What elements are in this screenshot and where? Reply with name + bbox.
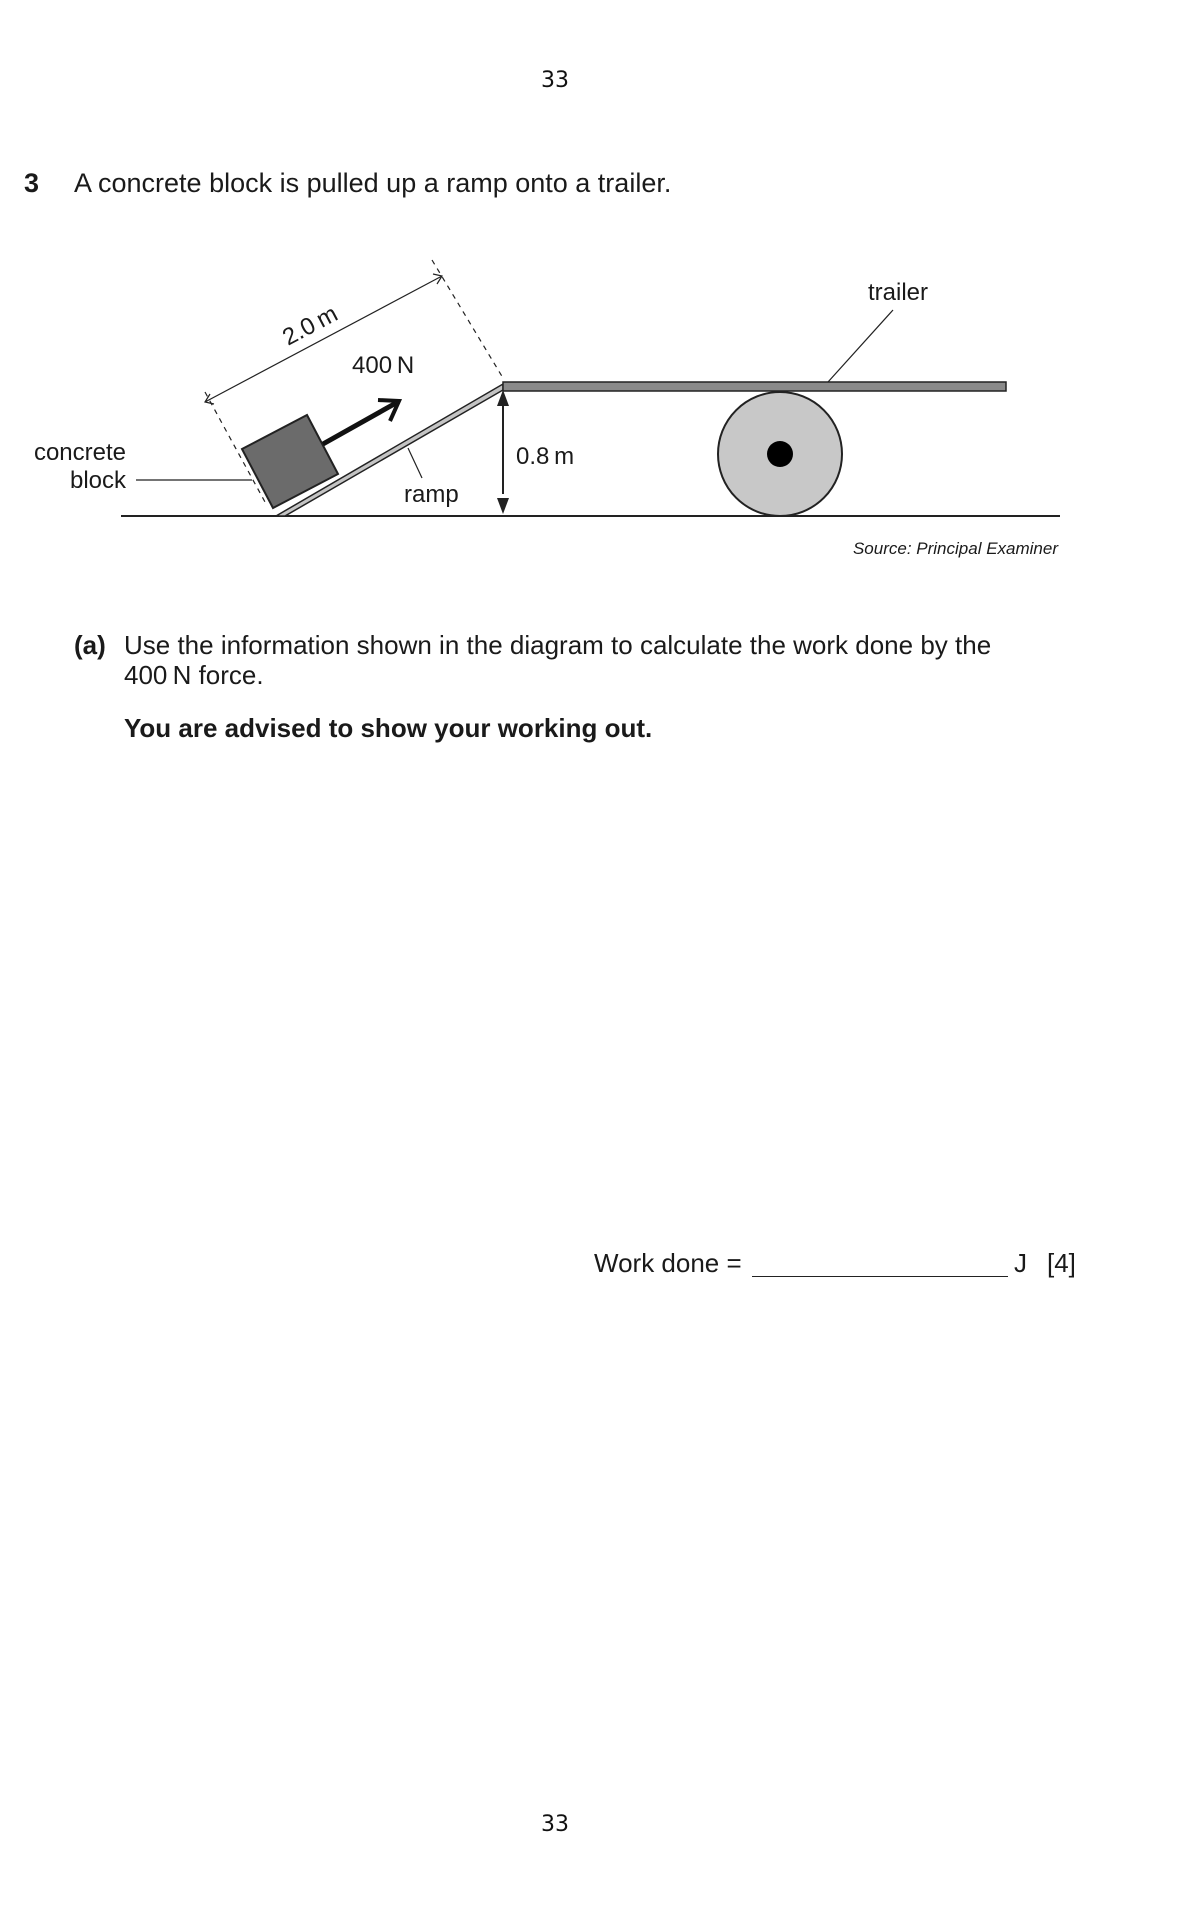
trailer-bed bbox=[503, 382, 1006, 391]
height-arrow-head-down bbox=[497, 498, 509, 514]
force-label: 400 N bbox=[352, 352, 415, 379]
question-number: 3 bbox=[24, 168, 40, 198]
answer-marks: [4] bbox=[1047, 1248, 1076, 1278]
ramp-diagram bbox=[0, 240, 1179, 570]
part-a-label: (a) bbox=[74, 630, 106, 660]
source-label: Source: Principal Examiner bbox=[852, 539, 1058, 558]
block-label-line2: block bbox=[69, 467, 126, 494]
height-label: 0.8 m bbox=[516, 443, 575, 470]
question-text: A concrete block is pulled up a ramp onto a trailer. bbox=[74, 168, 672, 198]
ramp-leader bbox=[408, 448, 422, 478]
extension-line-right bbox=[432, 260, 503, 378]
working-advice: You are advised to show your working out. bbox=[124, 713, 653, 743]
length-label: 2.0 m bbox=[278, 300, 343, 352]
trailer-leader bbox=[828, 310, 893, 382]
block-label-line1: concrete bbox=[33, 439, 126, 466]
ramp-label: ramp bbox=[404, 481, 459, 508]
part-a-text: Use the information shown in the diagram to calculate the work done by the 400 N force. bbox=[124, 630, 992, 690]
page-number-bottom: 33 bbox=[541, 1812, 569, 1837]
answer-unit: J bbox=[1014, 1248, 1027, 1278]
answer-label: Work done = bbox=[594, 1248, 742, 1278]
wheel-hub bbox=[767, 441, 793, 467]
answer-input-line[interactable] bbox=[752, 1276, 1008, 1277]
force-arrow bbox=[323, 403, 396, 444]
trailer-label: trailer bbox=[868, 279, 929, 306]
page-number-top: 33 bbox=[541, 68, 569, 93]
length-dimension-line bbox=[205, 276, 442, 402]
